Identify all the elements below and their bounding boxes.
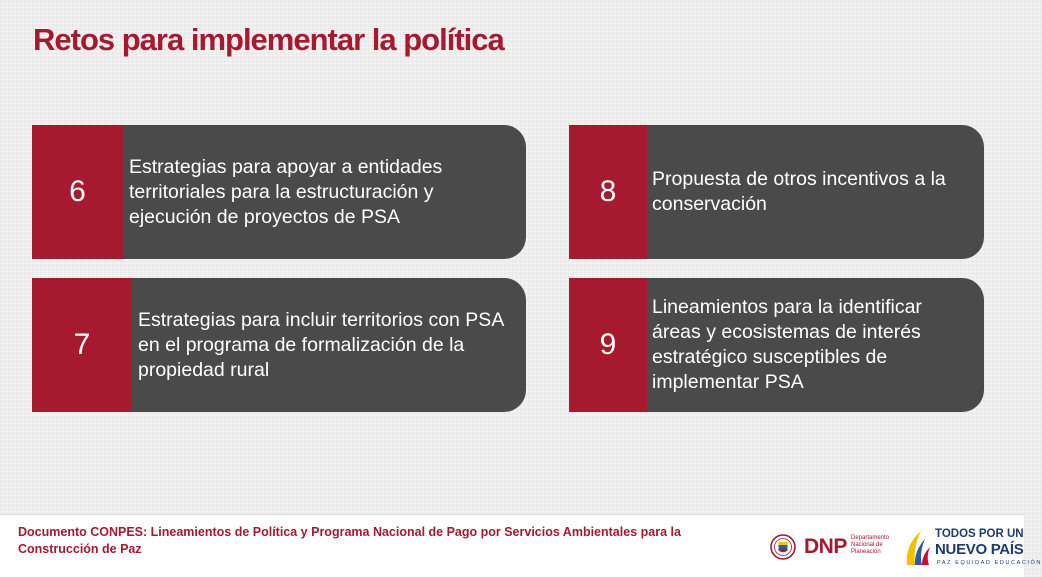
challenge-text: Estrategias para incluir territorios con PSA en el programa de formalización de la propiedad rural	[138, 308, 504, 381]
tpu-logo-tagline: PAZ EQUIDAD EDUCACIÓN	[937, 560, 1042, 566]
todos-por-un-nuevo-pais-logo	[903, 523, 1042, 575]
challenge-number: 7	[32, 278, 132, 412]
colombia-flag-swoosh-icon	[903, 527, 933, 569]
challenge-card-6	[32, 125, 526, 259]
slide-title: Retos para implementar la política	[33, 22, 504, 57]
dnp-logo-subtitle: Departamento Nacional de Planeación	[851, 535, 890, 555]
challenge-text: Propuesta de otros incentivos a la conservación	[652, 168, 946, 215]
challenge-card-8	[569, 125, 984, 259]
challenge-card-9	[569, 278, 984, 412]
national-seal-icon	[770, 534, 796, 560]
challenge-number: 8	[569, 125, 647, 259]
challenge-number: 9	[569, 278, 647, 412]
challenge-number: 6	[32, 125, 123, 259]
challenge-text: Estrategias para apoyar a entidades territoriales para la estructuración y ejecución de proyectos de PSA	[129, 155, 443, 228]
dnp-logo-mark: DNP	[804, 535, 847, 558]
tpu-logo-line2: NUEVO PAÍS	[935, 541, 1024, 558]
document-title: Documento CONPES: Lineamientos de Política y Programa Nacional de Pago por Servicios Ambientales para la Construcción de Paz	[18, 525, 681, 556]
challenge-text: Lineamientos para la identificar áreas y ecosistemas de interés estratégico susceptibles de implementar PSA	[652, 296, 922, 393]
footer-bar	[0, 514, 1042, 577]
challenge-card-7	[32, 278, 526, 412]
tpu-logo-line1: TODOS POR UN	[935, 528, 1024, 540]
